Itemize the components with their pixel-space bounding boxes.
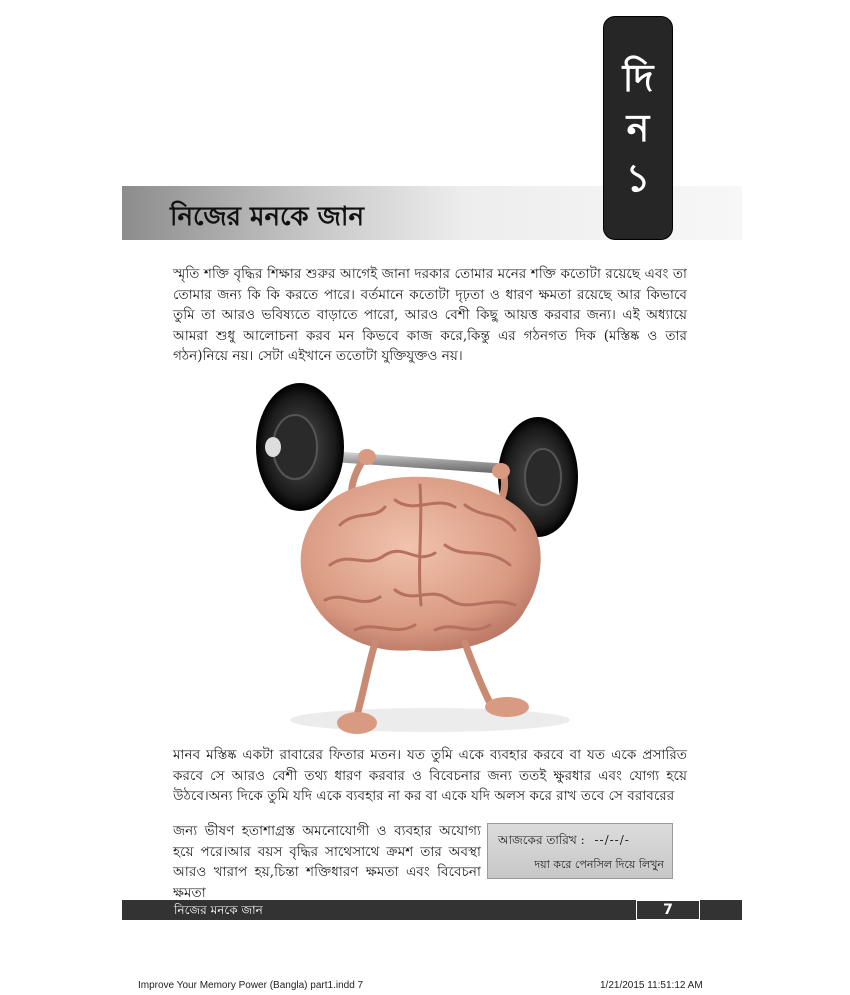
pencil-note: দয়া করে পেনসিল দিয়ে লিখুন xyxy=(534,858,664,871)
page-title: নিজের মনকে জান xyxy=(170,202,364,232)
date-blank: --/--/- xyxy=(594,833,630,847)
date-label: আজকের তারিখ : xyxy=(498,833,585,847)
day-tab-char: দি xyxy=(622,56,654,100)
intro-paragraph: স্মৃতি শক্তি বৃদ্ধির শিক্ষার শুরুর আগেই জানা দরকার তোমার মনের শক্তি কতোটা রয়েছে এবং তা তোমার জন্য কি কি করতে পারে। বর্তমানে কতোটা দৃঢ়তা ও ধারণ ক্ষমতা রয়েছে আর কিভাবে তুমি তা আরও ভবিষ্যতে বাড়াতে পারো, আরও বেশী কিছু আয়ত্ত করবার জন্য। এই অধ্যায়ে আমরা শুধু আলোচনা করব মন কিভবে কাজ করে,কিন্তু এর গঠনগত দিক (মস্তিষ্ক ও তার গঠন)নিয়ে নয়। সেটা এইখানে ততোটা যুক্তিযুক্তও নয়। xyxy=(173,266,687,364)
print-slug-timestamp: 1/21/2015 11:51:12 AM xyxy=(600,980,703,991)
day-tab-char: ন xyxy=(626,106,650,150)
chapter-day-tab xyxy=(603,16,673,240)
brain-lifting-barbell-icon xyxy=(245,375,590,745)
day-tab-char: ১ xyxy=(625,156,651,200)
footer-title: নিজের মনকে জান xyxy=(174,903,263,917)
print-slug-file: Improve Your Memory Power (Bangla) part1.indd 7 xyxy=(138,980,364,991)
body-paragraph-continued: জন্য ভীষণ হতাশাগ্রস্ত অমনোযোগী ও ব্যবহার অযোগ্য হয়ে পরে।আর বয়স বৃদ্ধির সাথেসাথে ক্রমশ তার অবস্থা আরও খারাপ হয়,চিন্তা শক্তিধারণ ক্ষমতা এবং বিবেচনা ক্ষমতা xyxy=(173,823,481,901)
page-number: 7 xyxy=(636,900,700,920)
footer-band xyxy=(122,900,742,920)
date-entry-box xyxy=(487,823,673,879)
body-paragraph: মানব মস্তিষ্ক একটা রাবারের ফিতার মতন। যত তুমি একে ব্যবহার করবে বা যত একে প্রসারিত করবে সে আরও বেশী তথ্য ধারণ করবার ও বিবেচনার জন্য ততই ক্ষুরধার এবং যোগ্য হয়ে উঠবে।অন্য দিকে তুমি যদি একে ব্যবহার না কর বা একে যদি অলস করে রাখ তবে সে বরাবরের xyxy=(173,747,687,804)
date-label-row xyxy=(498,832,630,852)
